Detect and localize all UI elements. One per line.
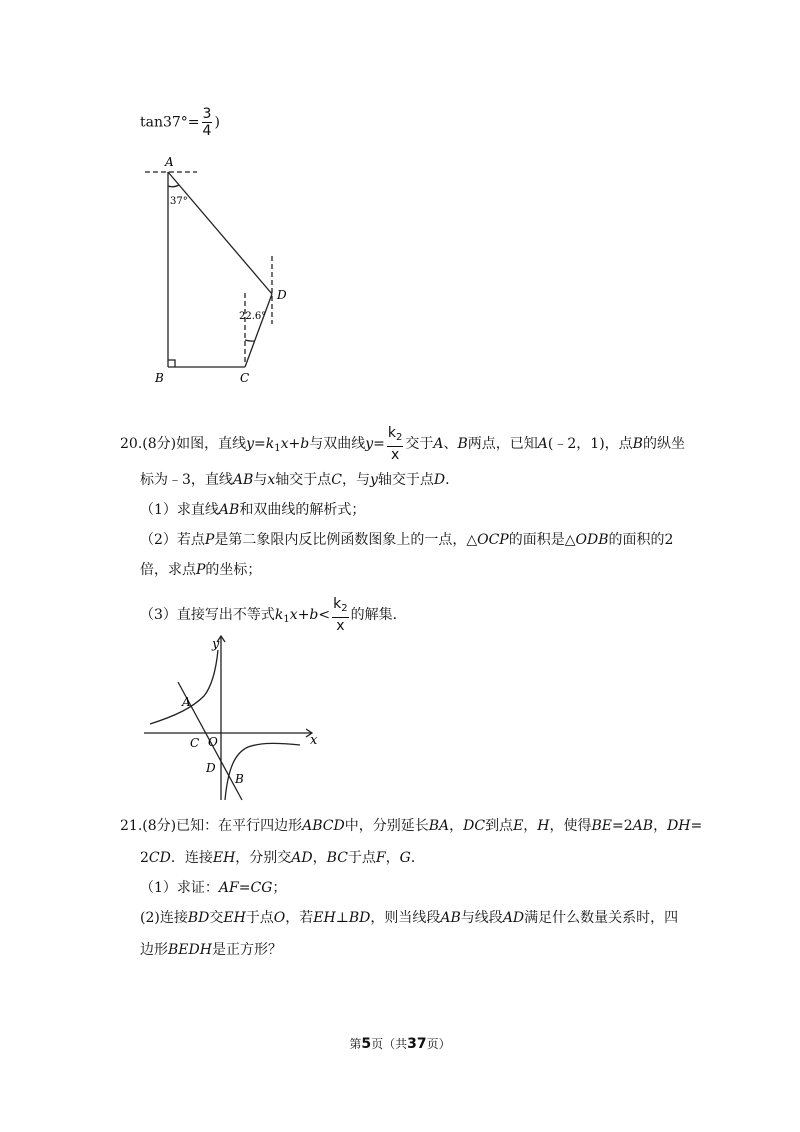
q20-sep: 、 [443,436,458,452]
q20-l2-x: x [267,472,276,488]
q20-l2-t1: 标为﹣3，直线 [140,472,233,488]
q21-t7: =2 [612,818,633,834]
q21-p2-bd2: BD [348,910,371,926]
q21-l2-ad: AD [291,850,313,866]
q20-frac-x: x [390,447,400,463]
q20-p2b-p: P [196,562,206,578]
q20-l2-c: C [331,472,342,488]
angle-arc-c [245,340,255,341]
tan-fraction-num: 3 [202,106,212,122]
q21-p2-eh2: EH [313,910,336,926]
q21-t9: = [690,818,703,834]
q21-p2-t7: 与线段 [460,910,503,926]
q21-p1-af: AF [218,880,239,896]
q21-l2-t6: ， [385,850,400,866]
q21-part-2a [140,908,678,928]
q21-l2-bc: BC [326,850,348,866]
page-footer [0,1035,800,1052]
q21-ba: BA [428,818,450,834]
q20-k1-sub: 1 [274,443,281,454]
q21-abcd: ABCD [302,818,345,834]
q21-p2-o: O [273,910,286,926]
tan-suffix: ) [214,114,220,131]
q20-x: x [280,436,289,452]
label-angle-37: 37° [170,196,188,207]
q21-l2-g: G [399,850,411,866]
figure-2-coordinate-graph [140,630,330,805]
q20-p3-x: x [289,607,298,623]
q21-l2-t5: 于点 [347,850,376,866]
q21-l2-t2: ．连接 [170,850,213,866]
hyperbola-branch-2 [150,650,218,724]
label-y: y [212,637,220,652]
q20-p2-ocp: OCP [477,532,509,548]
q21-p2-bd: BD [187,910,210,926]
q21-t4: 到点 [485,818,514,834]
footer-t2: 页（共 [371,1037,408,1051]
q20-coords: (﹣2，1)，点 [547,436,633,452]
q20-l2-t4: ，与 [341,472,370,488]
q21-l2-f: F [375,850,386,866]
q21-part-2b [140,940,282,960]
q20-p1-ab: AB [218,502,240,518]
q20-l2-t6: . [445,472,450,488]
right-angle-mark [168,360,175,367]
q20-part-2b [140,560,261,580]
segment-ad [168,172,272,294]
q20-p3-frac-k: k [333,596,342,612]
q20-p3-frac-k-sub: 2 [341,603,348,614]
q21-line-2 [140,848,425,868]
q20-p3-lt: < [318,607,331,623]
q21-p2-t5: ⊥ [335,910,349,926]
q20-l2-y: y [369,472,378,488]
q20-l2-ab: AB [232,472,254,488]
q20-p2-t3: 的面积是△ [508,532,576,548]
tan-fraction [202,106,213,139]
q20-point-b2: B [632,436,643,452]
q21-p1-cg: CG [250,880,273,896]
q21-part-1 [140,878,286,898]
label-angle-22-6: 22.6° [239,311,267,322]
q21-l2-t4: ， [312,850,327,866]
footer-t3: 页） [426,1037,451,1051]
q20-point-a2: A [537,436,548,452]
label-c: C [190,736,200,750]
q20-fraction [387,425,403,463]
q20-p3-plus-b: +b [297,607,319,623]
q20-text-3: 交于 [405,436,434,452]
angle-arc-a [168,185,179,187]
q21-p2-ab: AB [440,910,461,926]
label-o: O [208,735,218,749]
tan-fraction-den: 4 [202,123,212,139]
q20-p1-t2: 和双曲线的解析式； [239,502,366,518]
q20-p1-t1: （1）求直线 [140,502,219,518]
q21-l2-t7: ． [410,850,425,866]
label-d: D [206,761,216,775]
q21-p2-t1: (2)连接 [140,910,188,926]
q20-line-2 [140,470,450,490]
footer-total-pages: 37 [407,1036,427,1052]
q21-l2-t1: 2 [140,850,149,866]
q20-p2b-t2: 的坐标； [205,562,262,578]
q21-p2b-t1: 边形 [140,942,168,958]
q21-dc: DC [463,818,486,834]
label-a: A [182,695,191,709]
q20-text-2: 与双曲线 [309,436,366,452]
q21-p2b-t2: 是正方形？ [211,942,282,958]
q20-eq: = [254,436,266,452]
label-d: D [277,288,287,302]
q21-p1-t3: ； [272,880,287,896]
q20-l2-t5: 轴交于点 [377,472,434,488]
q20-eq2: = [373,436,385,452]
q20-p2b-t1: 倍，求点 [140,562,196,578]
q21-h: H [537,818,550,834]
q21-p1-t2: = [238,880,251,896]
q21-p2-t8: 满足什么数量关系时，四 [524,910,679,926]
q21-ab: AB [632,818,654,834]
tan-formula [140,106,220,139]
q21-be: BE [591,818,613,834]
footer-page-number: 5 [361,1036,372,1052]
q20-p2-p: P [204,532,215,548]
q20-p3-t1: （3）直接写出不等式 [140,607,275,623]
tan-prefix: tan37°= [140,114,200,131]
segment-cd [245,294,272,367]
q20-point-a: A [433,436,444,452]
q21-p2-t6: ，则当线段 [370,910,441,926]
q20-frac-k-sub: 2 [396,432,403,443]
q21-line-1 [120,816,702,836]
label-b: B [155,371,164,385]
q21-dh: DH [667,818,691,834]
q21-p2-eh: EH [223,910,246,926]
q21-p2-t4: ，若 [285,910,314,926]
q20-y: y [246,436,255,452]
q20-y2: y [365,436,374,452]
q21-t6: ，使得 [549,818,592,834]
q21-t2: 中，分别延长 [344,818,429,834]
q20-p3-k1: k [274,607,284,623]
q21-l2-t3: ，分别交 [235,850,292,866]
q20-part-3 [140,596,397,634]
label-c: C [240,371,250,385]
q21-t1: (8分)已知：在平行四边形 [142,818,303,834]
q20-frac-k: k [387,425,396,441]
q21-l2-cd: CD [148,850,171,866]
q20-line-1 [120,425,685,463]
q21-p2-t3: 于点 [245,910,274,926]
q20-p2-t1: （2）若点 [140,532,205,548]
q20-text-1: (8分)如图，直线 [142,436,247,452]
label-a: A [165,155,174,169]
q20-p3-t2: 的解集. [350,607,398,623]
q20-p2-t4: 的面积的2 [608,532,674,548]
q20-l2-t3: 轴交于点 [275,472,332,488]
q20-text-4: 两点，已知 [467,436,538,452]
q20-k1: k [265,436,275,452]
q21-number: 21. [120,818,143,834]
q20-l2-d: D [433,472,446,488]
q21-t5: ， [523,818,538,834]
q21-e: E [513,818,524,834]
q20-p3-fraction [332,596,348,634]
label-x: x [310,733,318,748]
label-b: B [235,772,244,786]
q20-part-1 [140,500,365,520]
q20-p3-k1-sub: 1 [283,614,290,625]
figure-1-slope-diagram [135,150,295,390]
q20-text-5: 的纵坐 [642,436,685,452]
q20-point-b: B [457,436,468,452]
q20-p2-t2: 是第二象限内反比例函数图象上的一点，△ [214,532,478,548]
q21-p2b-bedh: BEDH [168,942,212,958]
footer-t1: 第 [349,1037,362,1051]
q20-p2-odb: ODB [575,532,609,548]
q21-t3: ， [449,818,464,834]
q21-p2-t2: 交 [209,910,224,926]
q21-p1-t1: （1）求证： [140,880,219,896]
q21-p2-ad: AD [502,910,525,926]
q21-l2-eh: EH [212,850,236,866]
q20-number: 20. [120,436,143,452]
q20-part-2a [140,530,673,550]
q20-l2-t2: 与 [253,472,268,488]
q20-p3-frac-x: x [336,618,345,634]
q21-t8: ， [653,818,668,834]
q20-plus-b: +b [288,436,310,452]
